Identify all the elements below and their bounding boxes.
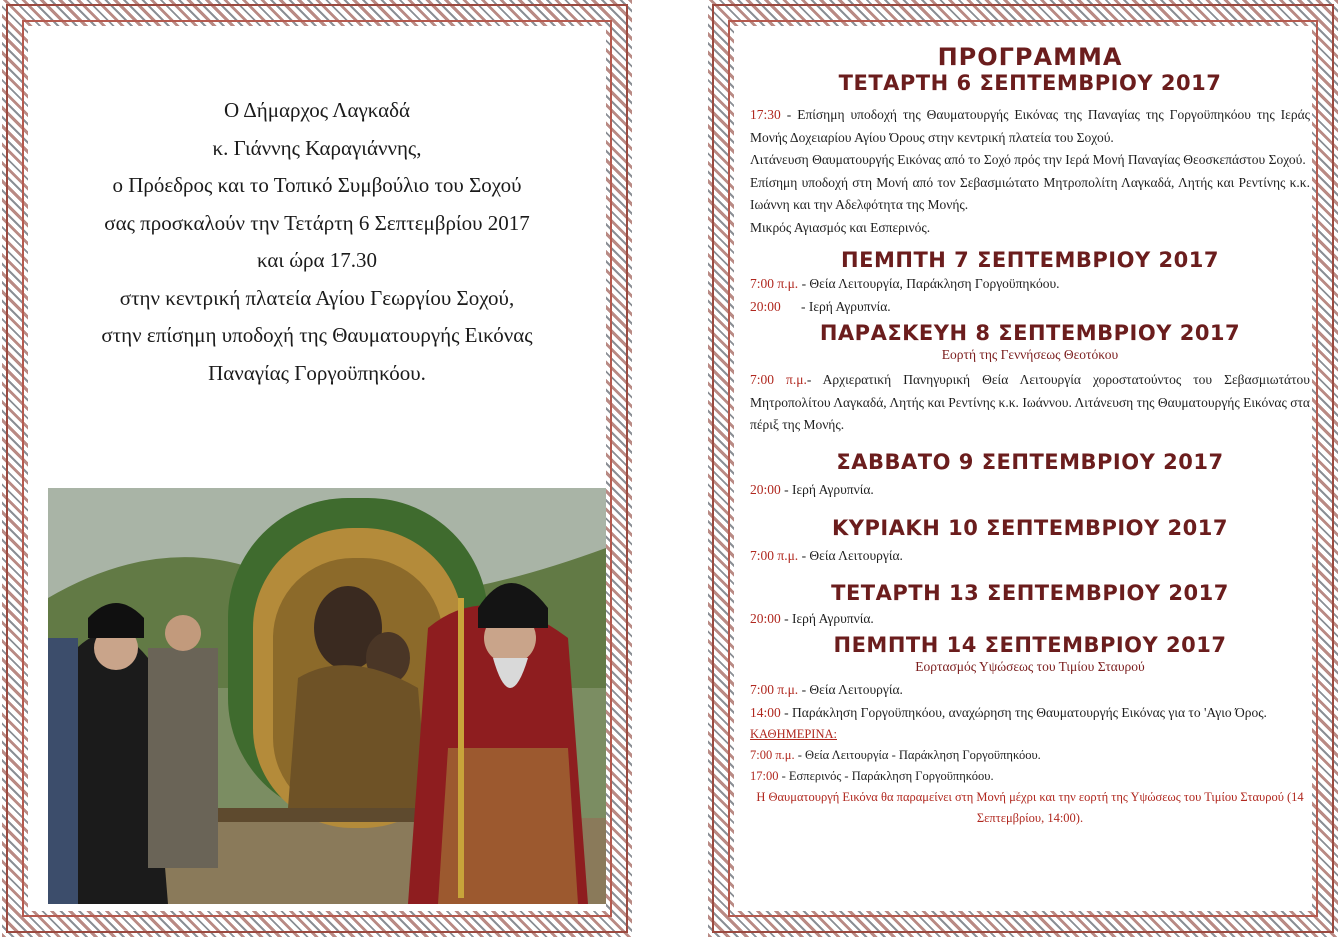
event-text: - Θεία Λειτουργία - Παράκληση Γοργοϋπηκόου. <box>794 748 1041 762</box>
photo-illustration <box>48 488 606 904</box>
event-text: - Εσπερινός - Παράκληση Γοργοϋπηκόου. <box>778 769 994 783</box>
daily-note: Η Θαυματουργή Εικόνα θα παραμείνει στη Μονή μέχρι και την εορτή της Υψώσεως του Τιμίου Σταυρού (14 Σεπτεμβρίου, 14:00). <box>756 790 1304 825</box>
event-text: - Παράκληση Γοργοϋπηκόου, αναχώρηση της Θαυματουργής Εικόνας για το 'Αγιο Όρος. <box>780 704 1267 720</box>
day-events <box>750 545 1310 568</box>
day-subtitle: Εορτασμός Υψώσεως του Τιμίου Σταυρού <box>915 659 1145 674</box>
event-item <box>750 369 1310 437</box>
event-time: 17:00 <box>750 769 779 783</box>
daily-label: ΚΑΘΗΜΕΡΙΝΑ: <box>750 727 837 741</box>
event-time: 20:00 <box>750 481 781 497</box>
invitation-text <box>28 92 606 392</box>
event-text: Λιτάνευση Θαυματουργής Εικόνας από το Σοχό πρός την Ιερά Μονή Παναγίας Θεοσκεπάστου Σοχού. <box>750 152 1306 167</box>
event-item <box>750 702 1310 725</box>
day-heading: ΤΕΤΑΡΤΗ 6 ΣΕΠΤΕΜΒΡΙΟΥ 2017 <box>838 71 1222 95</box>
event-item <box>750 149 1310 172</box>
event-time: 7:00 π.μ. <box>750 682 799 697</box>
event-text: - Ιερή Αγρυπνία. <box>780 481 874 497</box>
event-time: 7:00 π.μ. <box>750 372 807 387</box>
day-events <box>750 369 1310 437</box>
day-events <box>750 679 1310 724</box>
program <box>750 44 1310 829</box>
invitation-line: στην κεντρική πλατεία Αγίου Γεωργίου Σοχού, <box>119 285 515 310</box>
day-events <box>750 273 1310 318</box>
event-text: - Αρχιερατική Πανηγυρική Θεία Λειτουργία χοροστατούντος του Σεβασμιωτάτου Μητροπολίτου Λαγκαδά, Λητής και Ρεντίνης κ.κ. Ιωάννου. Λιτάνευση της Θαυματουργής Εικόνας στα πέριξ της Μονής. <box>750 372 1310 432</box>
event-time: 20:00 <box>750 610 781 626</box>
event-item <box>750 217 1310 240</box>
event-item <box>750 273 1310 296</box>
invitation-line: σας προσκαλούν την Τετάρτη 6 Σεπτεμβρίου 2017 <box>104 210 530 235</box>
invitation-line: και ώρα 17.30 <box>256 248 378 272</box>
invitation-line: Παναγίας Γοργοϋπηκόου. <box>208 360 426 385</box>
event-text: Επίσημη υποδοχή στη Μονή από τον Σεβασμιώτατο Μητροπολίτη Λαγκαδά, Λητής και Ρεντίνης κ.κ. Ιωάννη και την Αδελφότητα της Μονής. <box>750 174 1310 212</box>
event-item <box>750 479 1310 502</box>
day-heading: ΠΑΡΑΣΚΕΥΗ 8 ΣΕΠΤΕΜΒΡΙΟΥ 2017 <box>819 321 1241 345</box>
day-events <box>750 479 1310 502</box>
invitation-line: ο Πρόεδρος και το Τοπικό Συμβούλιο του Σοχού <box>112 173 522 197</box>
event-text: - Επίσημη υποδοχή της Θαυματουργής Εικόνας της Παναγίας της Γοργοϋπηκόου της Ιεράς Μονής Δοχειαρίου Αγίου Όρους στην κεντρική πλατεία του Σοχού. <box>750 107 1310 145</box>
program-panel <box>708 0 1338 937</box>
event-text: Μικρός Αγιασμός και Εσπερινός. <box>750 219 931 235</box>
day-heading: ΤΕΤΑΡΤΗ 13 ΣΕΠΤΕΜΒΡΙΟΥ 2017 <box>831 580 1229 605</box>
invitation-line: Ο Δήμαρχος Λαγκαδά <box>223 98 411 122</box>
event-item <box>750 172 1310 217</box>
event-item <box>750 296 1310 319</box>
event-time: 20:00 <box>750 298 781 314</box>
event-text: - Θεία Λειτουργία. <box>798 548 903 563</box>
daily-section <box>750 724 1310 829</box>
day-events <box>750 104 1310 239</box>
day-events <box>750 608 1310 631</box>
event-item <box>750 545 1310 568</box>
day-heading: ΣΑΒΒΑΤΟ 9 ΣΕΠΤΕΜΒΡΙΟΥ 2017 <box>836 449 1224 474</box>
day-heading: ΚΥΡΙΑΚΗ 10 ΣΕΠΤΕΜΒΡΙΟΥ 2017 <box>832 516 1228 540</box>
event-item <box>750 104 1310 149</box>
event-time: 17:30 <box>750 107 781 122</box>
icon-procession-photo <box>48 488 606 904</box>
event-text: - Θεία Λειτουργία, Παράκληση Γοργοϋπηκόου. <box>798 276 1060 291</box>
event-time: 14:00 <box>750 704 781 720</box>
invitation-line: στην επίσημη υποδοχή της Θαυματουργής Εικόνας <box>101 323 533 347</box>
event-item <box>750 608 1310 631</box>
event-text: - Ιερή Αγρυπνία. <box>780 298 891 314</box>
day-heading: ΠΕΜΠΤΗ 14 ΣΕΠΤΕΜΒΡΙΟΥ 2017 <box>833 633 1227 657</box>
invitation-line: κ. Γιάννης Καραγιάννης, <box>212 135 422 160</box>
event-item <box>750 766 1310 787</box>
event-text: - Θεία Λειτουργία. <box>798 682 903 697</box>
event-item <box>750 745 1310 766</box>
event-item <box>750 679 1310 702</box>
event-time: 7:00 π.μ. <box>750 276 799 291</box>
event-text: - Ιερή Αγρυπνία. <box>780 610 874 626</box>
event-time: 7:00 π.μ. <box>750 748 795 762</box>
program-title: ΠΡΟΓΡΑΜΜΑ <box>937 43 1123 71</box>
invitation-panel <box>2 0 632 937</box>
event-time: 7:00 π.μ. <box>750 548 799 563</box>
day-subtitle: Εορτή της Γεννήσεως Θεοτόκου <box>941 347 1119 362</box>
day-heading: ΠΕΜΠΤΗ 7 ΣΕΠΤΕΜΒΡΙΟΥ 2017 <box>841 248 1219 272</box>
